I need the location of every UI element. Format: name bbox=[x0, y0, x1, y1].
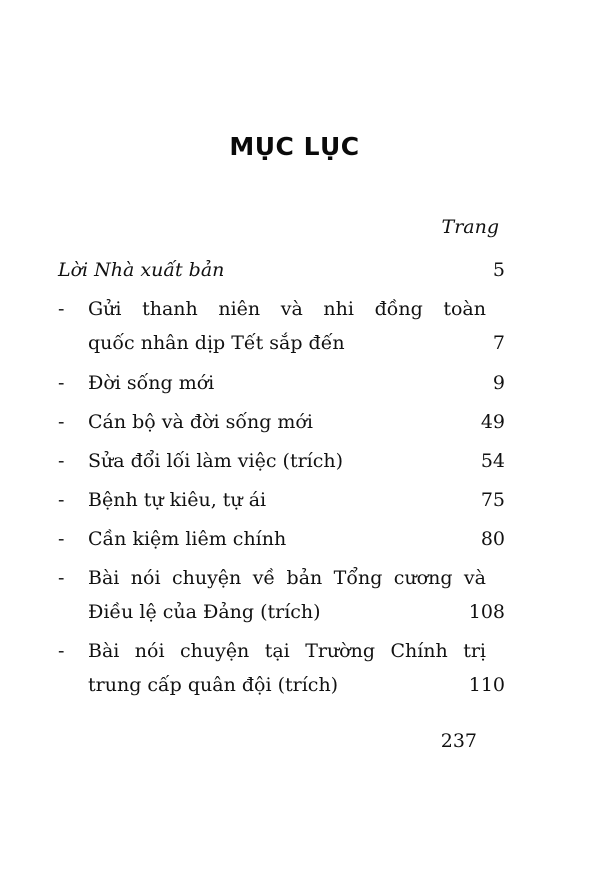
toc-entry-dash: - bbox=[58, 411, 65, 433]
toc-entry bbox=[58, 525, 505, 553]
toc-entry-label: Bài nói chuyện tại Trường Chính trị bbox=[88, 640, 486, 662]
toc-entry-page: 80 bbox=[480, 528, 505, 550]
toc-entry-label: Sửa đổi lối làm việc (trích) bbox=[88, 450, 344, 472]
toc-entry-label: trung cấp quân đội (trích) bbox=[88, 674, 339, 696]
toc-entry-label: Bài nói chuyện về bản Tổng cương và bbox=[88, 567, 486, 589]
toc-entry-label: Điều lệ của Đảng (trích) bbox=[88, 601, 321, 623]
toc-entry-preface bbox=[58, 256, 505, 284]
page-column-label: Trang bbox=[441, 216, 499, 238]
page-title: MỤC LỤC bbox=[229, 132, 360, 161]
toc-entry-label: Gửi thanh niên và nhi đồng toàn bbox=[88, 298, 486, 320]
toc-entry-page: 54 bbox=[480, 450, 505, 472]
toc-entry-page: 108 bbox=[468, 601, 505, 623]
toc-entry-page: 75 bbox=[480, 489, 505, 511]
toc-entry-label: Bệnh tự kiêu, tự ái bbox=[88, 489, 267, 511]
toc-entry-continuation bbox=[58, 598, 505, 626]
toc-entry-dash: - bbox=[58, 640, 65, 662]
toc-entry-dash: - bbox=[58, 450, 65, 472]
toc-entry-label: Cán bộ và đời sống mới bbox=[88, 411, 313, 433]
toc-entry-dash: - bbox=[58, 528, 65, 550]
toc-entry-dash: - bbox=[58, 489, 65, 511]
toc-entry-page: 49 bbox=[480, 411, 505, 433]
toc-entry bbox=[58, 447, 505, 475]
toc-entry-dash: - bbox=[58, 567, 65, 589]
toc-entry-page: 7 bbox=[492, 332, 505, 354]
toc-entry-dash: - bbox=[58, 298, 65, 320]
toc-entry-label: Cần kiệm liêm chính bbox=[88, 528, 287, 550]
toc-entry bbox=[58, 637, 505, 665]
toc-entry bbox=[58, 408, 505, 436]
toc-entry bbox=[58, 486, 505, 514]
page-number: 237 bbox=[440, 730, 477, 752]
toc-entry-label: Lời Nhà xuất bản bbox=[58, 259, 225, 281]
toc-entry-continuation bbox=[58, 329, 505, 357]
toc-entry bbox=[58, 369, 505, 397]
toc-entry-page: 5 bbox=[492, 259, 505, 281]
toc-entry bbox=[58, 295, 505, 323]
toc-entry-continuation bbox=[58, 671, 505, 699]
toc-entry-label: Đời sống mới bbox=[88, 372, 215, 394]
toc-entry-page: 110 bbox=[468, 674, 505, 696]
toc-entry bbox=[58, 564, 505, 592]
toc-entry-page: 9 bbox=[492, 372, 505, 394]
toc-entry-label: quốc nhân dịp Tết sắp đến bbox=[88, 332, 345, 354]
toc-entry-dash: - bbox=[58, 372, 65, 394]
